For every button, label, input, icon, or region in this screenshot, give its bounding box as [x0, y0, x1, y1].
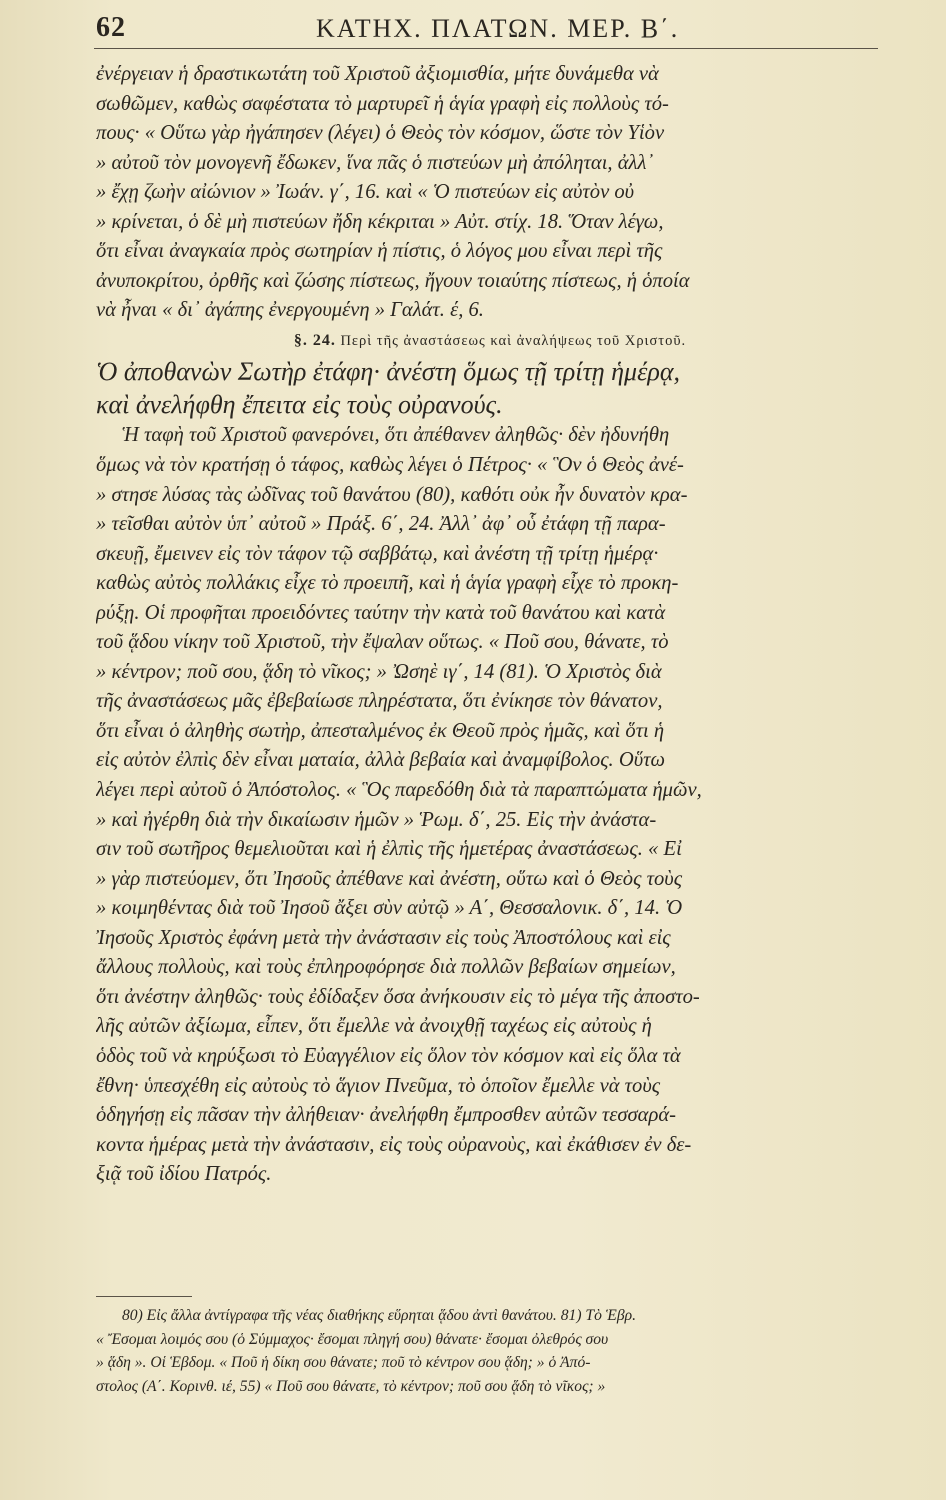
- text-line: εἰς αὐτὸν ἐλπὶς δὲν εἶναι ματαία, ἀλλὰ βεβαία καὶ ἀναμφίβολος. Οὕτω: [96, 749, 666, 772]
- text-line: ἐνέργειαν ἡ δραστικωτάτη τοῦ Χριστοῦ ἀξιομισθία, μήτε δυνάμεθα νὰ: [96, 63, 659, 85]
- header-rule: [94, 48, 878, 49]
- page-number: 62: [96, 12, 126, 43]
- footnote-line: στολος (Α΄. Κορινθ. ιέ, 55) « Ποῦ σου θάνατε, τὸ κέντρον; ποῦ σου ᾅδη τὸ νῖκος; »: [96, 1377, 606, 1395]
- text-line: τοῦ ᾅδου νίκην τοῦ Χριστοῦ, τὴν ἔψαλαν οὕτως. « Ποῦ σου, θάνατε, τὸ: [96, 631, 669, 654]
- text-line: » τεῖσθαι αὐτὸν ὑπ᾽ αὐτοῦ » Πράξ. 6΄, 24. Ἀλλ᾽ ἀφ᾽ οὗ ἐτάφη τῇ παρα-: [96, 513, 666, 536]
- section-number: §. 24.: [293, 331, 336, 349]
- text-line: » γὰρ πιστεύομεν, ὅτι Ἰησοῦς ἀπέθανε καὶ ἀνέστη, οὕτω καὶ ὁ Θεὸς τοὺς: [96, 867, 683, 890]
- text-line: » στησε λύσας τὰς ὠδῖνας τοῦ θανάτου (80), καθότι οὐκ ἦν δυνατὸν κρα-: [96, 483, 688, 506]
- summary-line: Ὁ ἀποθανὼν Σωτὴρ ἐτάφη· ἀνέστη ὅμως τῇ τρίτῃ ἡμέρᾳ,: [96, 357, 680, 387]
- text-line: ρύξῃ. Οἱ προφῆται προειδόντες ταύτην τὴν κατὰ τοῦ θανάτου καὶ κατὰ: [96, 601, 666, 624]
- text-line: Ἡ ταφὴ τοῦ Χριστοῦ φανερόνει, ὅτι ἀπέθανεν ἀληθῶς· δὲν ἠδυνήθη: [122, 424, 670, 447]
- footnote-line: » ᾅδη ». Οἱ Ἑβδομ. « Ποῦ ἡ δίκη σου θάνατε; ποῦ τὸ κέντρον σου ᾅδη; » ὁ Ἀπό-: [96, 1354, 591, 1371]
- text-line: ὁδὸς τοῦ νὰ κηρύξωσι τὸ Εὐαγγέλιον εἰς ὅλον τὸν κόσμον καὶ εἰς ὅλα τὰ: [96, 1044, 681, 1067]
- text-line: Ἰησοῦς Χριστὸς ἐφάνη μετὰ τὴν ἀνάστασιν εἰς τοὺς Ἀποστόλους καὶ εἰς: [96, 926, 671, 949]
- text-line: ἔθνη· ὑπεσχέθη εἰς αὐτοὺς τὸ ἅγιον Πνεῦμα, τὸ ὁποῖον ἔμελλε νὰ τοὺς: [96, 1074, 661, 1097]
- text-line: τῆς ἀναστάσεως μᾶς ἐβεβαίωσε πληρέστατα, ὅτι ἐνίκησε τὸν θάνατον,: [96, 690, 663, 713]
- text-line: » κοιμηθέντας διὰ τοῦ Ἰησοῦ ἄξει σὺν αὐτῷ » Α΄, Θεσσαλονικ. δ΄, 14. Ὁ: [96, 897, 683, 920]
- text-line: καθὼς αὐτὸς πολλάκις εἶχε τὸ προειπῆ, καὶ ἡ ἁγία γραφὴ εἶχε τὸ προκη-: [96, 572, 679, 595]
- running-title: ΚΑΤΗΧ. ΠΛΑΤΩΝ. ΜΕΡ. Β΄.: [316, 14, 680, 43]
- footnote-line: « Ἔσομαι λοιμός σου (ὁ Σύμμαχος· ἔσομαι πληγή σου) θάνατε· ἔσομαι ὀλεθρός σου: [96, 1330, 609, 1348]
- text-line: » αὐτοῦ τὸν μονογενῆ ἔδωκεν, ἵνα πᾶς ὁ πιστεύων μὴ ἀπόληται, ἀλλ᾽: [96, 151, 654, 174]
- text-line: πους· « Οὕτω γὰρ ἠγάπησεν (λέγει) ὁ Θεὸς τὸν κόσμον, ὥστε τὸν Υἱὸν: [96, 122, 665, 145]
- section-heading: [96, 326, 884, 356]
- text-line: σωθῶμεν, καθὼς σαφέστατα τὸ μαρτυρεῖ ἡ ἁγία γραφὴ εἰς πολλοὺς τό-: [96, 92, 669, 115]
- text-line: » κέντρον; ποῦ σου, ᾅδη τὸ νῖκος; » Ὠσηὲ ιγ΄, 14 (81). Ὁ Χριστὸς διὰ: [96, 660, 662, 683]
- text-line: ὅτι εἶναι ὁ ἀληθὴς σωτὴρ, ἀπεσταλμένος ἐκ Θεοῦ πρὸς ἡμᾶς, καὶ ὅτι ἡ: [96, 719, 665, 742]
- text-line: ἄλλους πολλοὺς, καὶ τοὺς ἐπληροφόρησε διὰ πολλῶν βεβαίων σημείων,: [96, 956, 676, 979]
- footnote-line: 80) Εἰς ἄλλα ἀντίγραφα τῆς νέας διαθήκης εὕρηται ᾅδου ἀντὶ θανάτου. 81) Τὸ Ἑβρ.: [122, 1307, 636, 1324]
- text-line: σιν τοῦ σωτῆρος θεμελιοῦται καὶ ἡ ἐλπὶς τῆς ἡμετέρας ἀναστάσεως. « Εἰ: [96, 838, 682, 861]
- body-text: [96, 60, 884, 1190]
- text-line: σκευῇ, ἔμεινεν εἰς τὸν τάφον τῷ σαββάτῳ, καὶ ἀνέστη τῇ τρίτῃ ἡμέρᾳ·: [96, 542, 659, 565]
- summary-line: καὶ ἀνελήφθη ἔπειτα εἰς τοὺς οὐρανούς.: [96, 390, 503, 420]
- text-line: νὰ ἦναι « δι᾽ ἀγάπης ἐνεργουμένη » Γαλάτ. έ, 6.: [96, 299, 484, 322]
- section-title: Περὶ τῆς ἀναστάσεως καὶ ἀναλήψεως τοῦ Χριστοῦ.: [340, 332, 687, 349]
- text-line: ὅτι εἶναι ἀναγκαία πρὸς σωτηρίαν ἡ πίστις, ὁ λόγος μου εἶναι περὶ τῆς: [96, 240, 663, 263]
- text-line: ὅμως νὰ τὸν κρατήσῃ ὁ τάφος, καθὼς λέγει ὁ Πέτρος· « Ὃν ὁ Θεὸς ἀνέ-: [96, 454, 684, 477]
- footnotes: [96, 1304, 886, 1398]
- text-line: λῆς αὐτῶν ἀξίωμα, εἶπεν, ὅτι ἔμελλε νὰ ἀνοιχθῇ ταχέως εἰς αὐτοὺς ἡ: [96, 1015, 652, 1038]
- text-line: κοντα ἡμέρας μετὰ τὴν ἀνάστασιν, εἰς τοὺς οὐρανοὺς, καὶ ἐκάθισεν ἐν δε-: [96, 1133, 692, 1156]
- running-head: [96, 6, 882, 46]
- text-line: » κρίνεται, ὁ δὲ μὴ πιστεύων ἤδη κέκριται » Αὐτ. στίχ. 18. Ὅταν λέγω,: [96, 210, 664, 233]
- text-line: ὁδηγήσῃ εἰς πᾶσαν τὴν ἀλήθειαν· ἀνελήφθη ἔμπροσθεν αὐτῶν τεσσαρά-: [96, 1104, 677, 1127]
- text-line: » καὶ ἠγέρθη διὰ τὴν δικαίωσιν ἡμῶν » Ῥωμ. δ΄, 25. Εἰς τὴν ἀνάστα-: [96, 808, 657, 831]
- text-line: λέγει περὶ αὐτοῦ ὁ Ἀπόστολος. « Ὃς παρεδόθη διὰ τὰ παραπτώματα ἡμῶν,: [96, 779, 702, 802]
- text-line: ὅτι ἀνέστην ἀληθῶς· τοὺς ἐδίδαξεν ὅσα ἀνήκουσιν εἰς τὸ μέγα τῆς ἀποστο-: [96, 985, 700, 1008]
- footnote-rule: [96, 1296, 192, 1297]
- text-line: ξιᾷ τοῦ ἰδίου Πατρός.: [96, 1163, 272, 1186]
- text-line: ἀνυποκρίτου, ὀρθῆς καὶ ζώσης πίστεως, ἤγουν τοιαύτης πίστεως, ἡ ὁποία: [96, 269, 690, 292]
- section-summary: [96, 355, 884, 421]
- text-line: » ἔχῃ ζωὴν αἰώνιον » Ἰωάν. γ΄, 16. καὶ « Ὁ πιστεύων εἰς αὐτὸν οὐ: [96, 181, 635, 204]
